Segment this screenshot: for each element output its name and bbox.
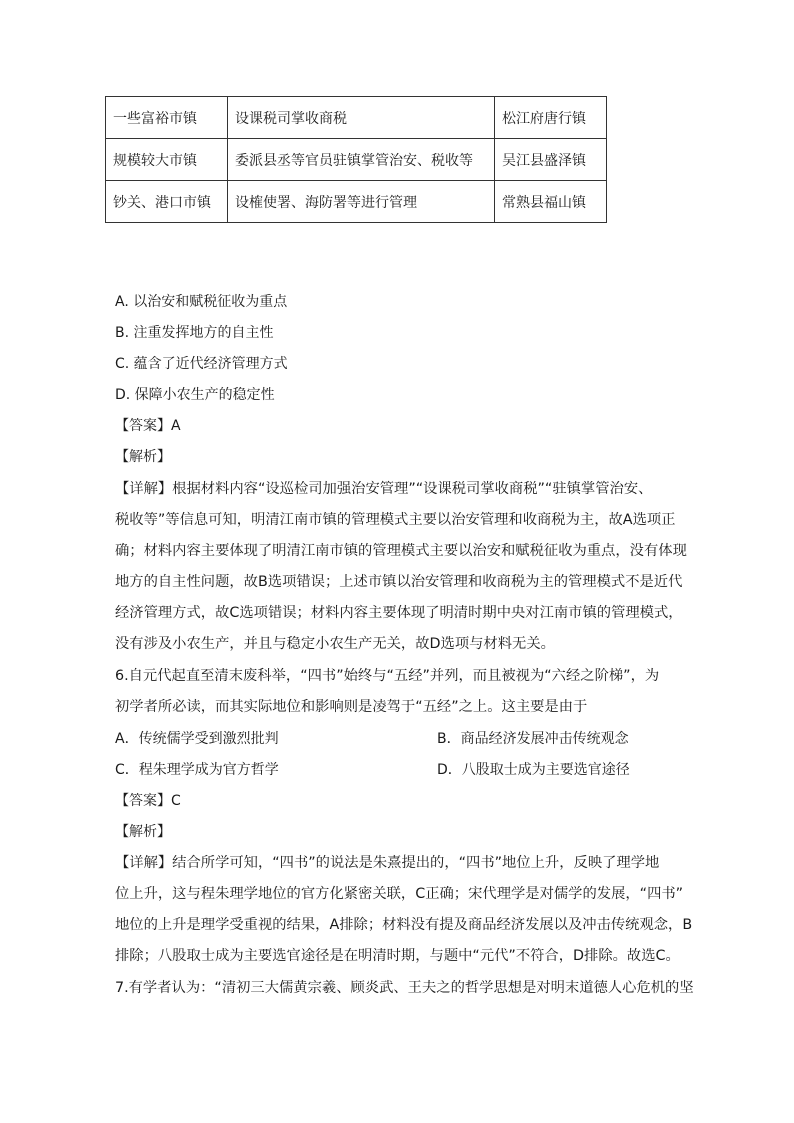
q6-detail-line: 【详解】结合所学可知，“四书”的说法是朱熹提出的，“四书”地位上升，反映了理学地 (115, 855, 660, 871)
table-row (106, 139, 607, 181)
table-cell: 松江府唐行镇 (495, 97, 607, 139)
table-cell: 规模较大市镇 (106, 139, 228, 181)
q6-answer: 【答案】C (115, 793, 181, 809)
q7-stem-line: 7.有学者认为：“清初三大儒黄宗羲、顾炎武、王夫之的哲学思想是对明末道德人心危机的坚 (115, 980, 694, 996)
q6-option-a: A．传统儒学受到激烈批判 (115, 731, 279, 747)
table-cell: 一些富裕市镇 (106, 97, 228, 139)
q6-detail-line: 排除；八股取士成为主要选官途径是在明清时期，与题中“元代”不符合，D排除。故选C。 (115, 948, 680, 964)
table-cell: 委派县丞等官员驻镇掌管治安、税收等 (228, 139, 495, 181)
q5-detail-line: 经济管理方式，故C选项错误；材料内容主要体现了明清时期中央对江南市镇的管理模式， (115, 605, 683, 621)
q6-detail-line: 位上升，这与程朱理学地位的官方化紧密关联，C正确；宋代理学是对儒学的发展，“四书” (115, 886, 684, 902)
q5-option-c: C. 蕴含了近代经济管理方式 (115, 356, 288, 372)
q6-stem-line: 6.自元代起直至清末废科举，“四书”始终与“五经”并列，而且被视为“六经之阶梯”，为 (115, 668, 660, 684)
q5-detail-line: 税收等”等信息可知，明清江南市镇的管理模式主要以治安管理和收商税为主，故A选项正 (115, 512, 676, 528)
table-cell: 设课税司掌收商税 (228, 97, 495, 139)
table-cell: 钞关、港口市镇 (106, 181, 228, 223)
q5-answer: 【答案】A (115, 418, 181, 434)
q6-option-b: B．商品经济发展冲击传统观念 (437, 731, 629, 747)
q5-option-b: B. 注重发挥地方的自主性 (115, 325, 274, 341)
q5-detail-line: 确；材料内容主要体现了明清江南市镇的管理模式主要以治安和赋税征收为重点，没有体现 (115, 543, 687, 559)
market-town-table (105, 96, 607, 223)
q6-analysis-label: 【解析】 (115, 824, 171, 840)
table-row (106, 97, 607, 139)
table-cell: 常熟县福山镇 (495, 181, 607, 223)
q5-detail-line: 地方的自主性问题，故B选项错误；上述市镇以治安管理和收商税为主的管理模式不是近代 (115, 574, 683, 590)
table-row (106, 181, 607, 223)
q5-detail-line: 【详解】根据材料内容“设巡检司加强治安管理”“设课税司掌收商税”“驻镇掌管治安、 (115, 481, 653, 497)
table-cell: 吴江县盛泽镇 (495, 139, 607, 181)
q6-stem-line: 初学者所必读，而其实际地位和影响则是凌驾于“五经”之上。这主要是由于 (115, 699, 588, 715)
table-cell: 设榷使署、海防署等进行管理 (228, 181, 495, 223)
q5-analysis-label: 【解析】 (115, 449, 171, 465)
q6-option-d: D．八股取士成为主要选官途径 (437, 762, 630, 778)
q6-detail-line: 地位的上升是理学受重视的结果，A排除；材料没有提及商品经济发展以及冲击传统观念，B (115, 917, 693, 933)
q5-option-a: A. 以治安和赋税征收为重点 (115, 294, 288, 310)
q6-option-c: C．程朱理学成为官方哲学 (115, 762, 279, 778)
q5-detail-line: 没有涉及小农生产，并且与稳定小农生产无关，故D选项与材料无关。 (115, 636, 555, 652)
q5-option-d: D. 保障小农生产的稳定性 (115, 387, 275, 403)
